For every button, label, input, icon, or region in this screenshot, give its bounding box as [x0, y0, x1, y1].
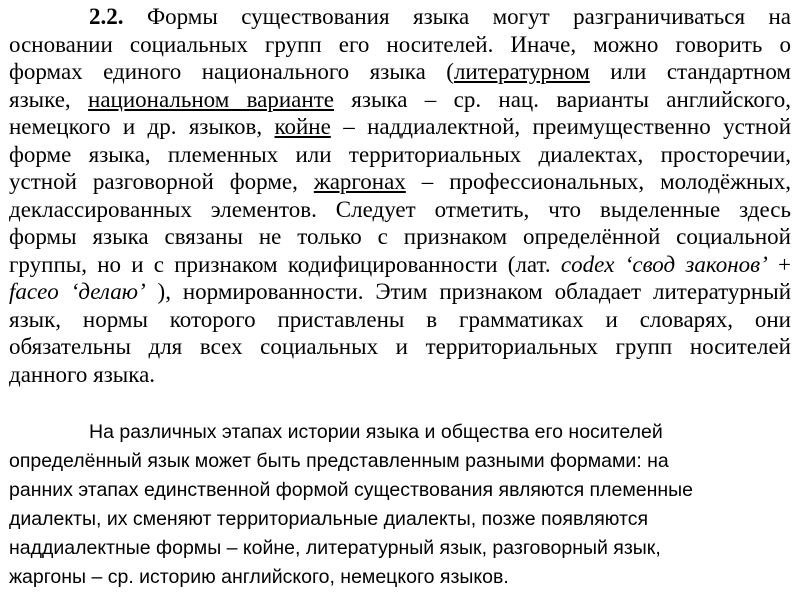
term-koine: койне: [274, 114, 331, 139]
text-line: 2.2. Формы существования языка могут разграничиваться на: [89, 4, 791, 29]
latin-faceo: faceo ‘делаю’: [9, 279, 146, 304]
text-line: обязательны для всех социальных и территориальных групп носителей: [9, 334, 791, 359]
term-national-variant: национальном варианте: [88, 86, 334, 112]
text-line: faceo ‘делаю’ ), нормированности. Этим признаком обладает литературный: [9, 279, 791, 304]
text-line: немецкого и др. языков, койне – наддиалектной, преимущественно устной: [9, 114, 791, 139]
text-line: группы, но и с признаком кодифицированности (лат. codex ‘свод законов’ +: [9, 251, 791, 277]
latin-codex: codex ‘свод законов’: [560, 251, 768, 277]
term-literary: литературном: [453, 59, 590, 84]
text-line: наддиалектные формы – койне, литературный язык, разговорный язык,: [9, 537, 661, 559]
text-line: ранних этапах единственной формой существования являются племенные: [9, 479, 693, 501]
text-line: языке, национальном варианте языка – ср. нац. варианты английского,: [9, 86, 791, 112]
section-number: 2.2.: [89, 4, 124, 29]
text-line: деклассированных элементов. Следует отметить, что выделенные здесь: [9, 196, 791, 222]
text-line: язык, нормы которого приставлены в грамматиках и словарях, они: [9, 306, 791, 332]
text-line: данного языка.: [9, 361, 156, 387]
paragraph-historical-stages: [9, 418, 791, 592]
text-line: диалекты, их сменяют территориальные диалекты, позже появляются: [9, 508, 649, 530]
text-line: формы языка связаны не только с признаком определённой социальной: [9, 224, 791, 249]
text-line: жаргоны – ср. историю английского, немецкого языков.: [9, 566, 509, 588]
text-line: На различных этапах истории языка и общества его носителей: [89, 421, 663, 443]
text-line: формах единого национального языка (литературном или стандартном: [9, 59, 791, 84]
text-line: форме языка, племенных или территориальных диалектах, просторечии,: [9, 141, 791, 167]
text-line: основании социальных групп его носителей. Иначе, можно говорить о: [9, 31, 791, 57]
text-line: определённый язык может быть представленным разными формами: на: [9, 450, 669, 472]
term-jargons: жаргонах: [313, 169, 406, 194]
paragraph-forms-of-language: [9, 3, 791, 388]
text-line: устной разговорной форме, жаргонах – профессиональных, молодёжных,: [9, 169, 791, 194]
